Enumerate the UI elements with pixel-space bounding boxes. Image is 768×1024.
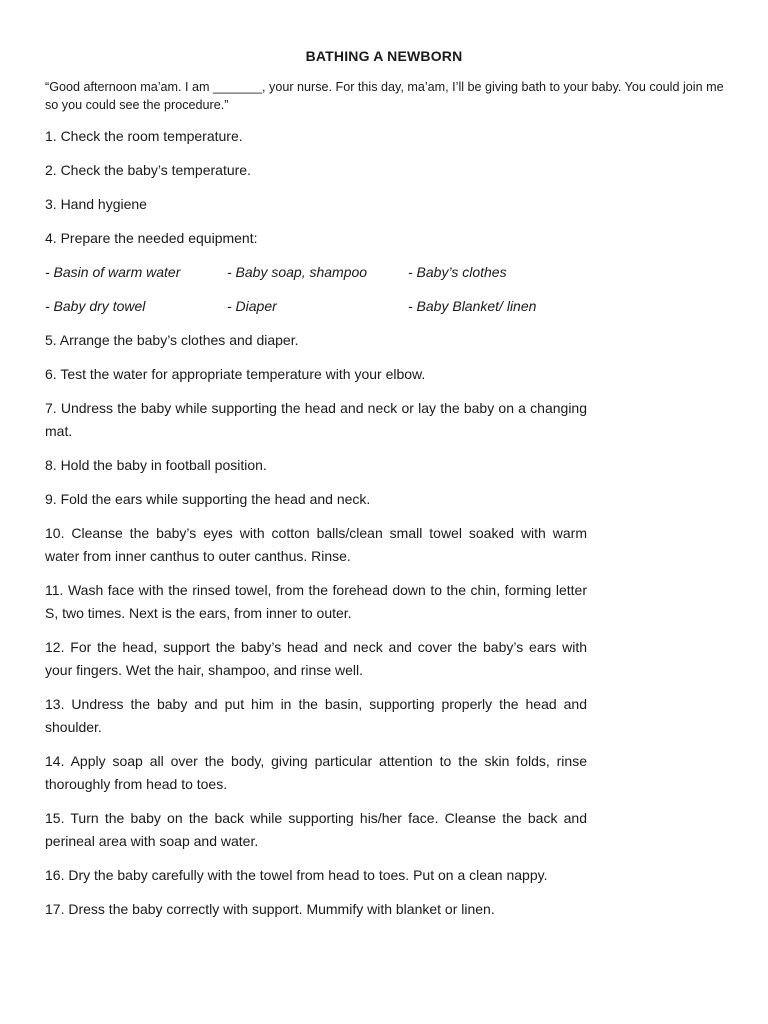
step-item: 16. Dry the baby carefully with the towel from head to toes. Put on a clean nappy. <box>45 867 548 883</box>
step-item: 17. Dress the baby correctly with support. Mummify with blanket or linen. <box>45 901 495 917</box>
equipment-item: - Baby’s clothes <box>408 264 507 280</box>
step-item: 5. Arrange the baby’s clothes and diaper. <box>45 332 299 348</box>
step-item: 6. Test the water for appropriate temperature with your elbow. <box>45 366 426 382</box>
step-item: 1. Check the room temperature. <box>45 128 243 144</box>
step-item: 13. Undress the baby and put him in the basin, supporting properly the head and shoulder. <box>45 696 587 735</box>
equipment-item: - Basin of warm water <box>45 264 181 280</box>
equipment-item: - Baby Blanket/ linen <box>408 298 537 314</box>
step-item: 15. Turn the baby on the back while supporting his/her face. Cleanse the back and perineal area with soap and water. <box>45 810 587 849</box>
step-item: 9. Fold the ears while supporting the head and neck. <box>45 491 371 507</box>
equipment-item: - Baby dry towel <box>45 298 146 314</box>
step-item: 10. Cleanse the baby’s eyes with cotton balls/clean small towel soaked with warm water from inner canthus to outer canthus. Rinse. <box>45 525 587 564</box>
intro-paragraph: “Good afternoon ma’am. I am _______, your nurse. For this day, ma’am, I’ll be giving bath to your baby. You could join me so you could see the procedure.” <box>45 80 724 112</box>
steps-list <box>45 125 587 932</box>
equipment-item: - Diaper <box>227 298 277 314</box>
equipment-item: - Baby soap, shampoo <box>227 264 368 280</box>
step-item: 14. Apply soap all over the body, giving particular attention to the skin folds, rinse thoroughly from head to toes. <box>45 753 587 792</box>
step-item: 8. Hold the baby in football position. <box>45 457 267 473</box>
step-item: 12. For the head, support the baby’s head and neck and cover the baby’s ears with your fingers. Wet the hair, shampoo, and rinse well. <box>45 639 587 678</box>
equipment-row <box>45 261 587 284</box>
document-title: BATHING A NEWBORN <box>305 48 463 64</box>
step-item: 2. Check the baby’s temperature. <box>45 162 251 178</box>
step-item: 7. Undress the baby while supporting the head and neck or lay the baby on a changing mat. <box>45 400 587 439</box>
step-item: 11. Wash face with the rinsed towel, from the forehead down to the chin, forming letter S, two times. Next is the ears, from inner to outer. <box>45 582 587 621</box>
equipment-row <box>45 295 587 318</box>
step-item: 3. Hand hygiene <box>45 196 147 212</box>
step-item: 4. Prepare the needed equipment: <box>45 230 258 246</box>
